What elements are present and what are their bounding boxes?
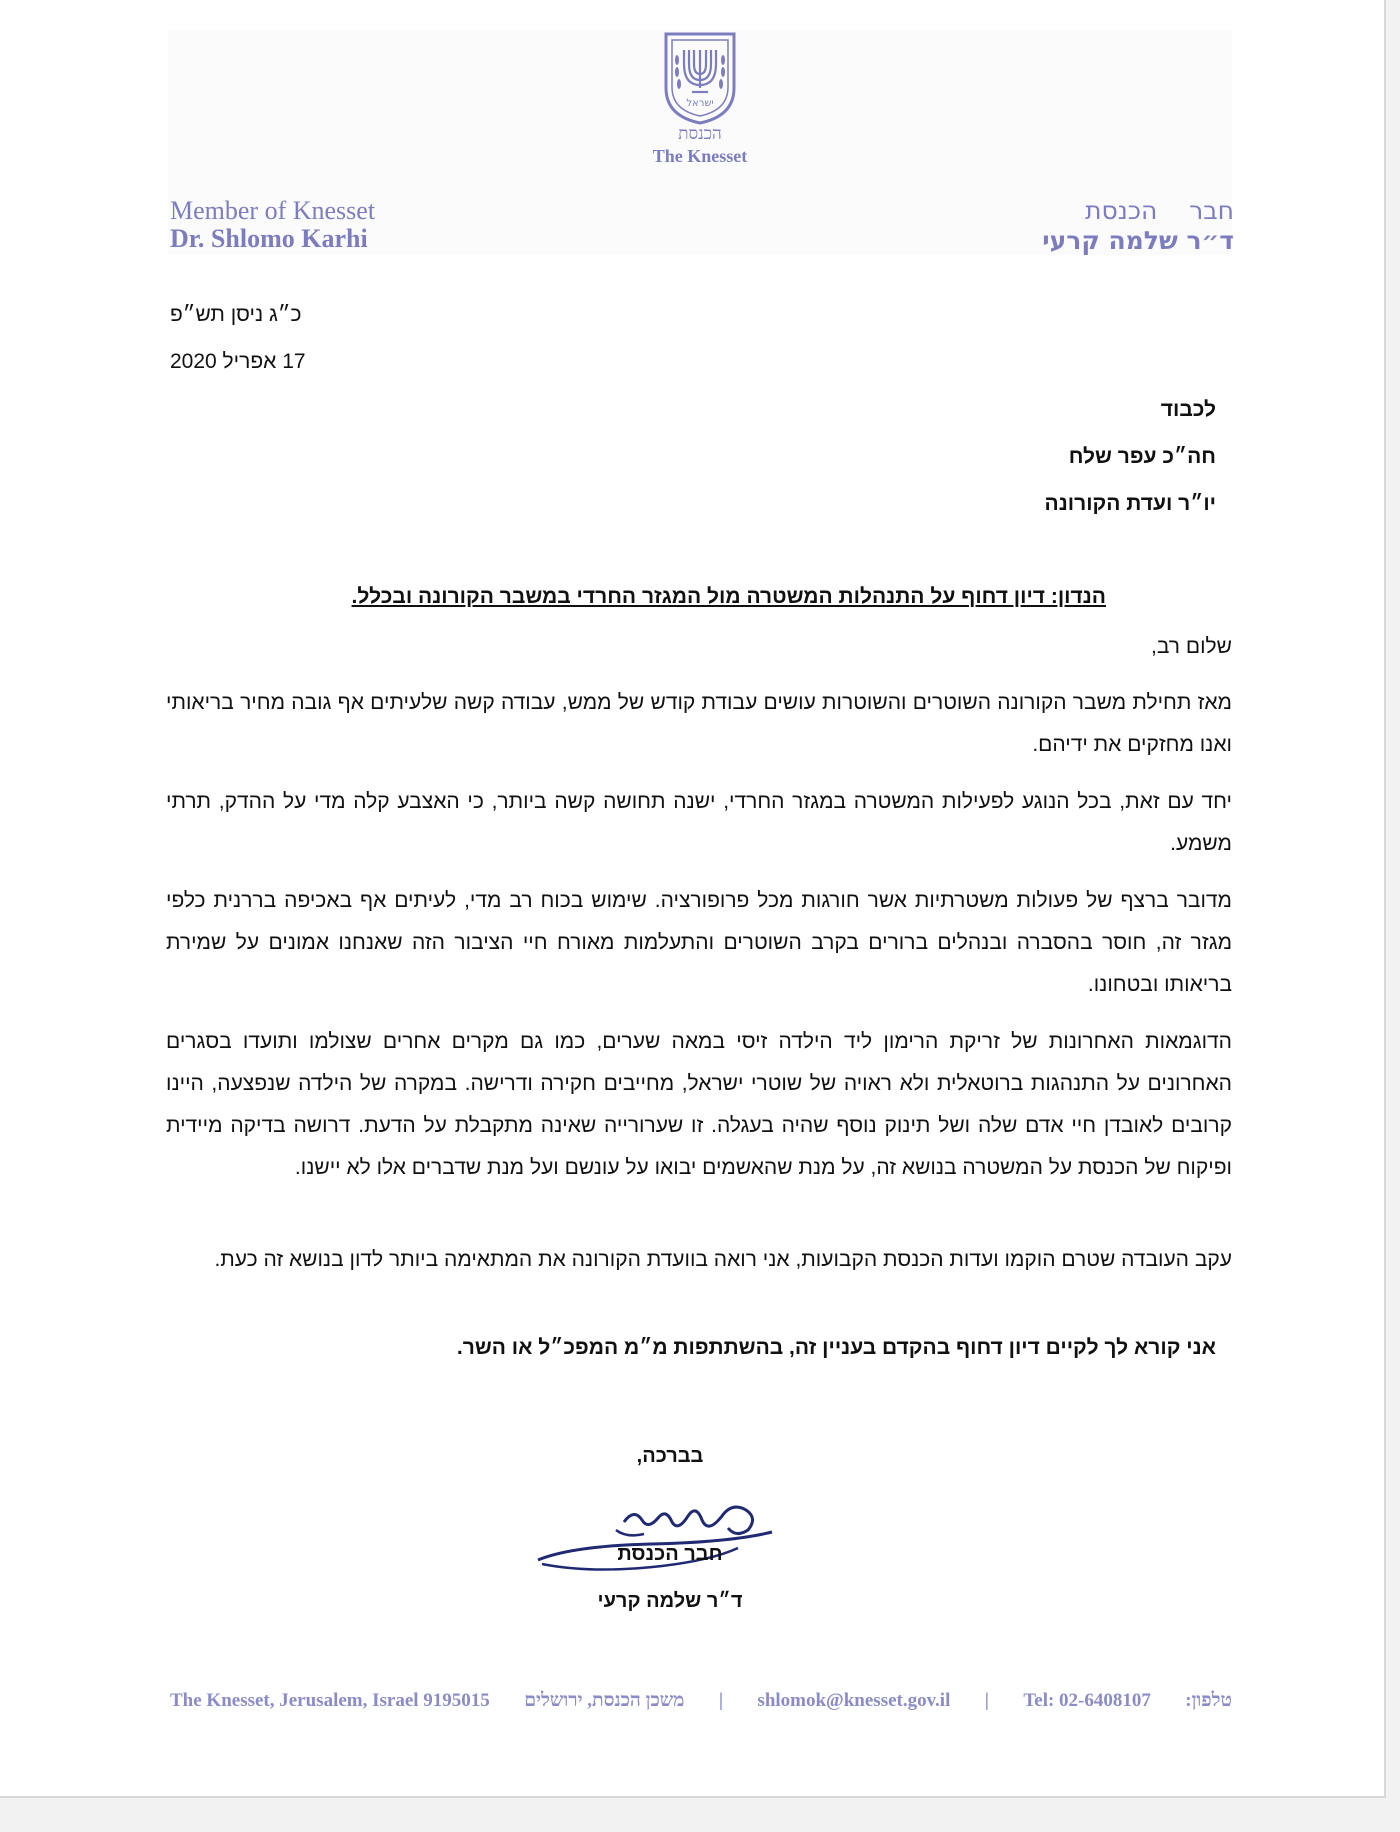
- signatory-title: חבר הכנסת: [617, 1543, 723, 1565]
- letter-subject: הנדון: דיון דחוף על התנהלות המשטרה מול המגזר החרדי במשבר הקורונה ובכלל.: [351, 585, 1106, 608]
- addressee-salutation: לכבוד: [1160, 398, 1216, 421]
- member-name-hebrew: ד״ר שלמה קרעי: [1042, 226, 1234, 255]
- footer-separator: |: [718, 1690, 724, 1711]
- hebrew-date: כ״ג ניסן תש״פ: [170, 303, 302, 326]
- member-name-english: Dr. Shlomo Karhi: [170, 224, 368, 253]
- institution-name-hebrew: הכנסת: [678, 124, 722, 143]
- sign-off: בברכה,: [636, 1445, 704, 1467]
- addressee-role: יו״ר ועדת הקורונה: [1044, 492, 1216, 515]
- letter-paragraph: עקב העובדה שטרם הוקמו ועדות הכנסת הקבועות, אני רואה בוועדת הקורונה את המתאימה ביותר לדון בנושא זה כעת.: [214, 1248, 1232, 1271]
- emblem-label: ישראל: [686, 98, 714, 109]
- footer-phone-label-hebrew: טלפון:: [1185, 1690, 1232, 1711]
- addressee-name: חה״כ עפר שלח: [1068, 445, 1216, 468]
- footer-email[interactable]: shlomok@knesset.gov.il: [757, 1690, 951, 1711]
- member-title-hebrew: חבר הכנסת: [1085, 196, 1234, 225]
- letter-greeting: שלום רב,: [1151, 635, 1232, 658]
- footer-separator: |: [984, 1690, 989, 1711]
- institution-name-english: The Knesset: [652, 146, 748, 166]
- knesset-emblem-icon: [660, 30, 740, 126]
- footer-address-english: The Knesset, Jerusalem, Israel 9195015: [170, 1690, 490, 1711]
- letter-footer: [170, 1690, 1232, 1712]
- letter-paragraph: מאז תחילת משבר הקורונה השוטרים והשוטרות עושים עבודת קודש של ממש, עבודה קשה שלעיתים אף גובה מחיר בריאותי ואנו מחזקים את ידיהם.: [166, 691, 1232, 756]
- letter-paragraph: מדובר ברצף של פעולות משטרתיות אשר חורגות מכל פרופורציה. שימוש בכוח רב מדי, לעיתים אף באכיפה בררנית כלפי מגזר זה, חוסר בהסברה ובנהלים ברורים בקרב השוטרים והתעלמות מאורח חיי הציבור הזה שאנחנו אמונים על שמירת בריאותו ובטחונו.: [166, 889, 1232, 996]
- gregorian-date: 17 אפריל 2020: [170, 350, 306, 373]
- signatory-name: ד״ר שלמה קרעי: [597, 1590, 743, 1612]
- letter-paragraph: הדוגמאות האחרונות של זריקת הרימון ליד הילדה זיסי במאה שערים, כמו גם מקרים אחרים שצולמו ותועדו בסגרים האחרונים על התנהגות ברוטאלית ולא ראויה של שוטרי ישראל, מחייבים חקירה ודרישה. במקרה של הילדה שנפצעה, היינו קרובים לאובדן חיי אדם שלה ושל תינוק נוסף שהיה בעגלה. זו שערורייה שאינה מתקבלת על הדעת. דרושה בדיקה מיידית ופיקוח של הכנסת על המשטרה בנושא זה, על מנת שהאשמים יבואו על עונשם ועל מנת שדברים אלו לא יישנו.: [166, 1030, 1232, 1179]
- member-title-english: Member of Knesset: [170, 196, 376, 225]
- letter-paragraph: יחד עם זאת, בכל הנוגע לפעילות המשטרה במגזר החרדי, ישנה תחושה קשה ביותר, כי האצבע קלה מדי על ההדק, תרתי משמע.: [166, 790, 1232, 855]
- footer-phone: Tel: 02-6408107: [1023, 1690, 1151, 1711]
- letter-closing: אני קורא לך לקיים דיון דחוף בהקדם בעניין זה, בהשתתפות מ״מ המפכ״ל או השר.: [456, 1336, 1216, 1359]
- footer-address-hebrew: משכן הכנסת, ירושלים: [524, 1690, 685, 1711]
